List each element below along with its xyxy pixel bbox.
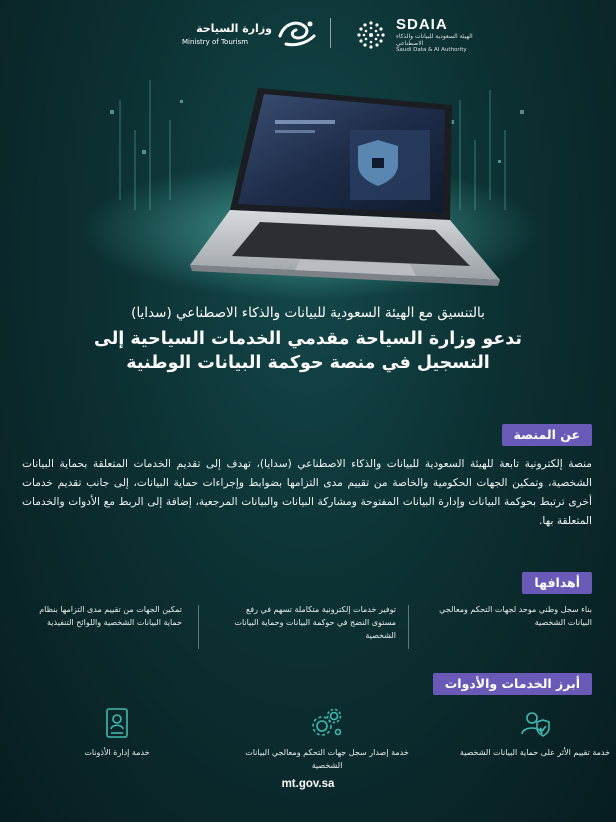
services-heading: أبرز الخدمات والأدوات [433,673,592,695]
service-label: خدمة إدارة الأذونات [84,748,150,757]
intro-text: بالتنسيق مع الهيئة السعودية للبيانات والذكاء الاصطناعي (سدايا) [131,305,485,321]
ministry-mark-icon [276,16,318,50]
logo-divider [330,18,331,48]
goal-item: تمكين الجهات من تقييم مدى التزامها بنظام حماية البيانات الشخصية واللوائح التنفيذية [39,605,182,627]
goals-heading: أهدافها [522,572,592,594]
goal-divider [408,605,409,649]
service-label: خدمة تقييم الأثر على حماية البيانات الشخصية [459,748,611,757]
id-badge-icon [100,706,134,740]
sdaia-name: SDAIA [396,16,448,33]
page-title-line-1: تدعو وزارة السياحة مقدمي الخدمات السياحية إلى [94,329,522,349]
gears-icon [310,706,344,740]
ministry-arabic-name: وزارة السياحة [196,22,272,35]
ministry-of-tourism-logo [178,16,318,52]
about-paragraph: منصة إلكترونية تابعة للهيئة السعودية للبيانات والذكاء الاصطناعي (سدايا)، تهدف إلى تقديم الخدمات المتعلقة بحماية البيانات الشخصية، وتمكين الجهات الحكومية والخاصة من تقييم مدى التزامها بضوابط وإجراءات حماية البيانات، إلى جانب تقديم خدمات أخرى ترتبط بحوكمة البيانات وإدارة البيانات المفتوحة ومشاركة البيانات والبيانات المرجعية، إضافة إلى الربط مع الأدوات والخدمات المتعلقة بها. [22,458,592,527]
header [0,14,616,54]
goal-item: بناء سجل وطني موحد لجهات التحكم ومعالجي البيانات الشخصية [439,605,592,627]
service-item [32,706,202,759]
about-heading: عن المنصة [502,424,593,446]
laptop-illustration [80,60,540,300]
sdaia-arabic-name: الهيئة السعودية للبيانات والذكاء الاصطناعي [396,33,473,47]
goals-list [24,603,592,655]
sdaia-english-name: Saudi Data & AI Authority [396,47,467,53]
ministry-english-name: Ministry of Tourism [182,38,249,46]
service-label: خدمة إصدار سجل جهات التحكم ومعالجي البيانات الشخصية [245,748,409,770]
page-title-line-2: التسجيل في منصة حوكمة البيانات الوطنية [126,353,490,373]
sdaia-logo [356,16,486,52]
user-shield-icon [518,706,552,740]
sdaia-mark-icon [356,20,386,50]
service-item [450,706,616,759]
goal-divider [198,605,199,649]
services-list [24,706,611,776]
goal-item: توفير خدمات إلكترونية متكاملة تسهم في رفع مستوى النضج في حوكمة البيانات وحماية البيانات الشخصية [234,605,396,640]
footer-website: mt.gov.sa [281,778,335,790]
service-item [242,706,412,772]
